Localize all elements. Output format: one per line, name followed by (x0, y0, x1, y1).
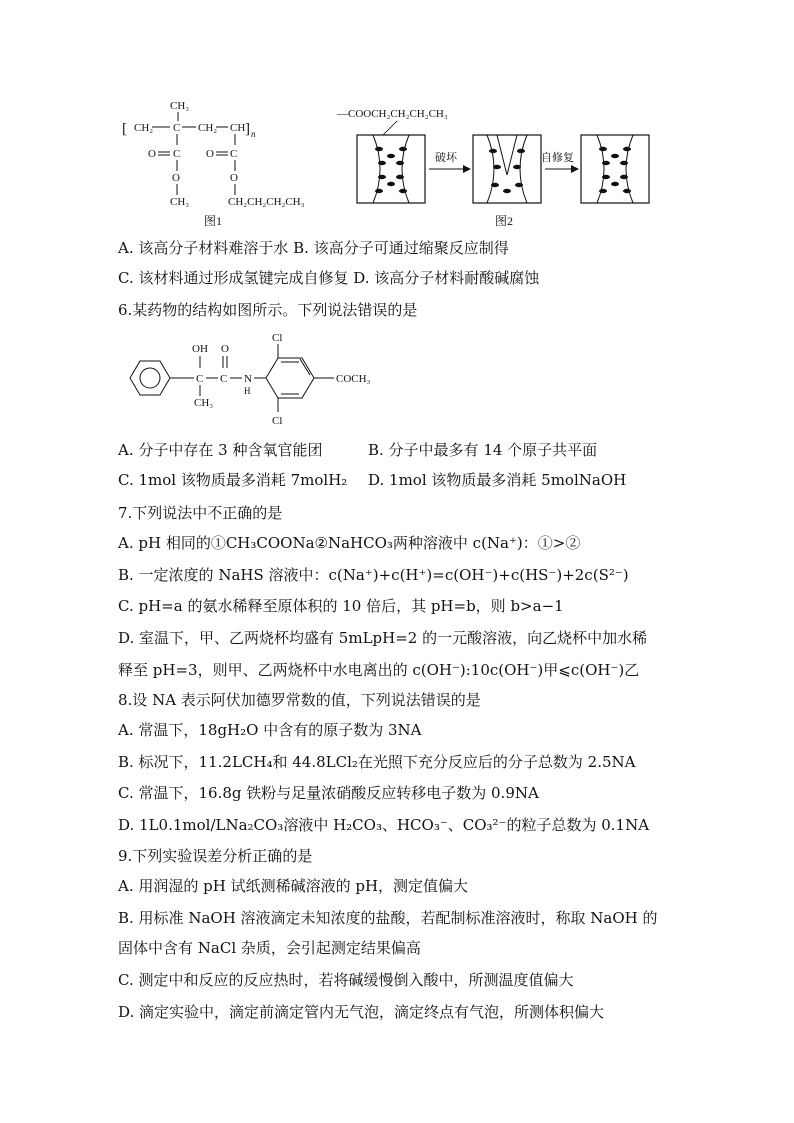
q5-option-ab: A. 该高分子材料难溶于水 B. 该高分子可通过缩聚反应制得 (118, 239, 509, 257)
figure-1-polymer-structure (120, 95, 330, 230)
q7-option-a: A. pH 相同的①CH₃COONa②NaHCO₃两种溶液中 c(Na⁺)：①>② (118, 534, 581, 552)
q9-option-b-line2: 固体中含有 NaCl 杂质，会引起测定结果偏高 (118, 939, 421, 957)
fig1-label: CH₃ (170, 196, 190, 208)
q6-option-c: C. 1mol 该物质最多消耗 7molH₂ (118, 471, 348, 489)
fig1-label: O (148, 148, 156, 160)
fig1-label: CH₃ (170, 100, 190, 112)
q7-option-c: C. pH=a 的氨水稀释至原体积的 10 倍后，其 pH=b，则 b>a−1 (118, 597, 564, 615)
q9-option-a: A. 用润湿的 pH 试纸测稀碱溶液的 pH，测定值偏大 (118, 877, 469, 895)
q9-stem: 9.下列实验误差分析正确的是 (118, 847, 313, 865)
q9-option-b-line1: B. 用标准 NaOH 溶液滴定未知浓度的盐酸，若配制标准溶液时，称取 NaOH 的 (118, 909, 658, 927)
q8-option-c: C. 常温下，16.8g 铁粉与足量浓硝酸反应转移电子数为 0.9NA (118, 784, 539, 802)
fig1-label: CH₂ (198, 122, 218, 134)
panel-intact (357, 135, 425, 203)
fig1-label: CH₂ (134, 122, 154, 134)
fig3-label: COCH₃ (336, 373, 371, 385)
fig3-label: CH₃ (194, 397, 214, 409)
arrow-damage-label: 破坏 (435, 152, 457, 164)
fig1-label: n (251, 129, 256, 139)
fig1-label: O (172, 172, 180, 184)
q7-option-d-line2: 释至 pH=3，则甲、乙两烧杯中水电离出的 c(OH⁻):10c(OH⁻)甲⩽c(OH⁻)乙 (118, 661, 640, 679)
fig1-label: O (206, 148, 214, 160)
q7-option-d-line1: D. 室温下，甲、乙两烧杯均盛有 5mLpH=2 的一元酸溶液，向乙烧杯中加水稀 (118, 629, 648, 647)
q9-option-d: D. 滴定实验中，滴定前滴定管内无气泡，滴定终点有气泡，所测体积偏大 (118, 1003, 605, 1021)
fig3-label: C (196, 373, 204, 385)
q7-stem: 7.下列说法中不正确的是 (118, 504, 283, 522)
fig3-label: Cl (272, 332, 283, 344)
fig3-label: OH (192, 343, 208, 355)
svg-text:]: ] (245, 121, 250, 137)
fig2-side-label: —COOCH₂CH₂CH₂CH₃ (337, 108, 448, 120)
q5-option-cd: C. 该材料通过形成氢键完成自修复 D. 该高分子材料耐酸碱腐蚀 (118, 269, 540, 287)
fig1-label: C (173, 148, 181, 160)
fig3-label: C (220, 373, 228, 385)
fig1-label: C (230, 148, 238, 160)
q7-option-b: B. 一定浓度的 NaHS 溶液中：c(Na⁺)+c(H⁺)=c(OH⁻)+c(HS⁻)+2c(S²⁻) (118, 566, 629, 584)
q6-option-d: D. 1mol 该物质最多消耗 5molNaOH (368, 471, 627, 489)
q6-option-a: A. 分子中存在 3 种含氧官能团 (118, 441, 323, 459)
fig3-label: Cl (272, 415, 283, 427)
fig1-label: CH₂CH₂CH₂CH₃ (228, 196, 305, 208)
fig1-label: CH (230, 122, 246, 134)
arrow-repair-label: 自修复 (541, 152, 574, 164)
fig1-label: O (230, 172, 238, 184)
q8-option-b: B. 标况下，11.2LCH₄和 44.8LCl₂在光照下充分反应后的分子总数为 2.5NA (118, 753, 636, 771)
fig1-label: C (173, 122, 181, 134)
figure-2-self-healing-diagram (335, 105, 675, 230)
q8-stem: 8.设 NA 表示阿伏加德罗常数的值，下列说法错误的是 (118, 691, 481, 709)
svg-text:[: [ (122, 121, 127, 137)
figure-2-caption: 图2 (495, 214, 514, 228)
figure-1-caption: 图1 (204, 214, 223, 228)
figure-3-drug-structure (120, 330, 390, 430)
q8-option-d: D. 1L0.1mol/LNa₂CO₃溶液中 H₂CO₃、HCO₃⁻、CO₃²⁻的粒子总数为 0.1NA (118, 816, 650, 834)
q6-stem: 6.某药物的结构如图所示。下列说法错误的是 (118, 301, 418, 319)
q6-option-b: B. 分子中最多有 14 个原子共平面 (368, 441, 598, 459)
fig3-label: O (221, 343, 229, 355)
panel-repaired (581, 135, 649, 203)
fig3-label: N (244, 373, 252, 385)
q9-option-c: C. 测定中和反应的反应热时，若将碱缓慢倒入酸中，所测温度值偏大 (118, 971, 574, 989)
fig3-label: H (244, 386, 251, 396)
q8-option-a: A. 常温下，18gH₂O 中含有的原子数为 3NA (118, 721, 422, 739)
